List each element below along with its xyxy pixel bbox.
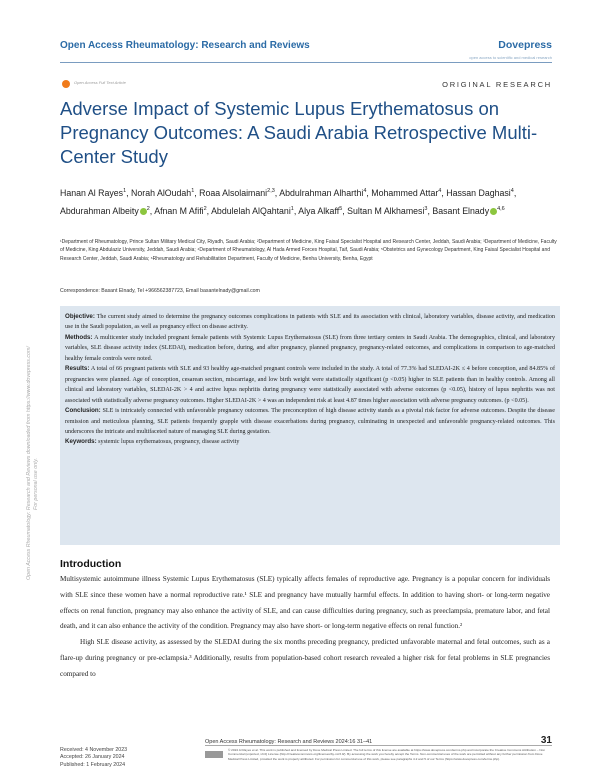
open-access-icon: [62, 80, 70, 88]
side-note-line1: Open Access Rheumatology: Research and Reviews downloaded from https://www.dovepress.com/: [26, 346, 32, 580]
author-list: Hanan Al Rayes$^1$, Norah AlOudah$^1$, Roaa Alsolaimani$^{2,3}$, Abdulrahman Alharthi$^4$, Mohammed Attar$^4$, Hassan Daghasi$^4$, Abdurahman Albeity $^2$, Afnan M Afifi$^2$, Abdulelah AlQahtani$^1$, Alya Alkaff$^5$, Sultan M Alkhamesi$^3$, Basant Elnady $^{4,6}$: [60, 187, 517, 216]
open-access-label: Open Access Full Text Article: [74, 80, 126, 85]
license-text: © 2024 Al Rayes et al. This work is published and licensed by Dove Medical Press Limited. The full terms of this license are available at https://www.dovepress.com/terms.php and incorporate the Creative Commons Attribution – Non Commercial (unported, v3.0) License (http://creativecommons.org/licenses/by-nc/3.0/). By accessing the work you hereby accept the Terms. Non-commercial uses of the work are permitted without any further permission from Dove Medical Press Limited, provided the work is properly attributed. For permission for commercial use of this work, please see paragraphs 4.2 and 5 of our Terms (https://www.dovepress.com/terms.php).: [228, 748, 546, 761]
author-affiliation-marker: 4: [510, 188, 514, 194]
author-name: Norah AlOudah: [131, 187, 192, 198]
author-affiliation-marker: 4,6: [497, 205, 505, 212]
author-affiliation-marker: 1: [290, 205, 294, 212]
author-name: Hassan Daghasi: [446, 187, 511, 198]
author-affiliation-marker: 3: [424, 205, 428, 212]
publisher-logo: Dovepress: [498, 39, 552, 51]
methods-text: A multicenter study included pregnant female patients with Systemic Lupus Erythematosus (SLE) from three tertiary centers in Saudi Arabia. The demographics, clinical, and laboratory variables, SLE disease activity index (SLEDAI), medication before, during, and after pregnancy, planned pregnancy, pregnancy-related outcomes, and complications in comparison to age-matched healthy female controls were noted.: [65, 334, 555, 362]
objective-label: Objective:: [65, 313, 95, 320]
received-date: Received: 4 November 2023: [60, 747, 128, 753]
author-affiliation-marker: 2: [146, 205, 150, 212]
author-name: Abdurahman Albeity: [60, 205, 139, 216]
article-title: Adverse Impact of Systemic Lupus Erythematosus on Pregnancy Outcomes: A Saudi Arabia Retrospective Multi-Center Study: [60, 98, 538, 167]
conclusion-label: Conclusion:: [65, 407, 101, 415]
intro-paragraph-2: High SLE disease activity, as assessed by the SLEDAI during the six months preceding pregnancy, predicted unfavorable maternal and fetal outcomes, such as a flare-up during pregnancy or pre-eclampsia.³ Additionally, results from population-based cohort research revealed a higher risk for fetal problems in SLE pregnancies compared to: [60, 638, 550, 678]
author-name: Abdulrahman Alharthi: [279, 187, 364, 198]
author-affiliation-marker: 2: [203, 205, 207, 212]
publisher-tagline: open access to scientific and medical research: [469, 55, 552, 60]
footer-divider: [205, 745, 552, 746]
author-affiliation-marker: 1: [191, 188, 195, 194]
keywords-label: Keywords:: [65, 438, 97, 446]
footer-citation: Open Access Rheumatology: Research and Reviews 2024:16 31–41: [205, 739, 373, 745]
author-name: Sultan M Alkhamesi: [347, 205, 425, 216]
author-affiliation-marker: 1: [123, 188, 127, 194]
side-note-line2: For personal use only.: [33, 457, 39, 510]
publication-dates: [60, 747, 127, 769]
author-affiliation-marker: 2,3: [267, 188, 275, 194]
author-name: Alya Alkaff: [298, 205, 340, 216]
author-name: Hanan Al Rayes: [60, 187, 124, 198]
published-date: Published: 1 February 2024: [60, 761, 126, 768]
objective-text: The current study aimed to determine the pregnancy outcomes complications in patients with SLE and its association with clinical, laboratory variables, disease activity, and medication use in the Saudi population, as well as pregnancy effect on disease activity.: [65, 314, 555, 331]
affiliations: ¹Department of Rheumatology, Prince Sultan Military Medical City, Riyadh, Saudi Arabia; ²Department of Medicine, King Faisal Specialist Hospital and Research Center, Jeddah, Saudi Arabia; ³Department of Medicine, Faculty of Medicine, King Abdulaziz University, Jeddah, Saudi Arabia; ⁴Department of Rheumatology, Al Hada Armed Forces Hospital, Taif, Saudi Arabia; ⁵Obstetrics and Gynecology Department, King Faisal Specialist Hospital and Research Center, Jeddah, Saudi Arabia; ⁶Rheumatology and Rehabilitation Department, Faculty of Medicine, Benha University, Benha, Egypt: [60, 239, 557, 262]
keywords-text: systemic lupus erythematosus, pregnancy, disease activity: [98, 439, 240, 446]
methods-label: Methods:: [65, 333, 93, 341]
results-text: A total of 66 pregnant patients with SLE and 93 healthy age-matched pregnant controls were included in the study. A total of 77.3% had SLEDAI-2K ≤ 4 before conception, and 84.85% of pregnancies were planned. Age of conception, cesarean section, miscarriage, and low birth weight were statistically significant (p <0.05) higher in SLE patients than in healthy controls. Among all clinical and laboratory variables, SLEDAI-2K > 4 and active lupus nephritis during pregnancy were statistically associated with adverse outcomes (p <0.05), history of lupus nephritis was not associated with statistically adverse pregnancy outcomes. Higher SLEDAI-2K > 4 was an independent risk at least 4.87 times higher association with adverse pregnancy outcomes. (p <0.05).: [65, 366, 556, 404]
conclusion-text: SLE is intricately connected with unfavorable pregnancy outcomes. The preconception of high disease activity stands as a pivotal risk factor for adverse outcomes. Despite the disease remission and meticulous planning, SLE patients frequently grapple with disease exacerbations during pregnancy, culminating in unexpected and unfavorable pregnancy-related outcomes. This underscores the intricate and multifaceted nature of managing SLE during gestation.: [65, 408, 555, 435]
intro-paragraph-1: Multisystemic autoimmune illness Systemic Lupus Erythematosus (SLE) typically affects females of reproductive age. Pregnancy is a popular concern for individuals with SLE since these women have a normal reproductive rate.¹ SLE and pregnancy have mutually harmful effects. In addition to having short- or long-term negative effects on renal function, pregnancy may also enhance the activity of SLE, and can cause difficulties during pregnancy, such as preeclampsia, premature labor, and fetal death, and it can also enhance the activity of the condition. Pregnancy may also have short- or long-term negative effects on renal function.²: [60, 575, 550, 631]
author-name: Basant Elnady: [432, 205, 490, 216]
abstract-box: [60, 306, 560, 545]
author-name: Abdulelah AlQahtani: [211, 205, 291, 216]
author-affiliation-marker: 5: [339, 205, 343, 212]
section-label: ORIGINAL RESEARCH: [442, 80, 552, 89]
introduction-heading: Introduction: [60, 558, 122, 570]
accepted-date: Accepted: 26 January 2024: [60, 754, 125, 761]
introduction-body: [60, 572, 550, 683]
author-affiliation-marker: 4: [438, 188, 442, 194]
journal-title: Open Access Rheumatology: Research and Reviews: [60, 40, 310, 51]
author-name: Roaa Alsolaimani: [199, 187, 268, 198]
author-affiliation-marker: 4: [363, 188, 367, 194]
results-label: Results:: [65, 365, 90, 373]
orcid-icon[interactable]: [140, 208, 147, 215]
correspondence: Correspondence: Basant Elnady, Tel +966562387723, Email basantelnady@gmail.com: [60, 288, 260, 294]
header-divider: [60, 62, 552, 63]
author-name: Mohammed Attar: [371, 187, 439, 198]
page-number: 31: [540, 735, 552, 746]
cc-license-icon: [205, 751, 223, 758]
side-download-note: [26, 346, 40, 580]
author-name: Afnan M Afifi: [154, 205, 204, 216]
